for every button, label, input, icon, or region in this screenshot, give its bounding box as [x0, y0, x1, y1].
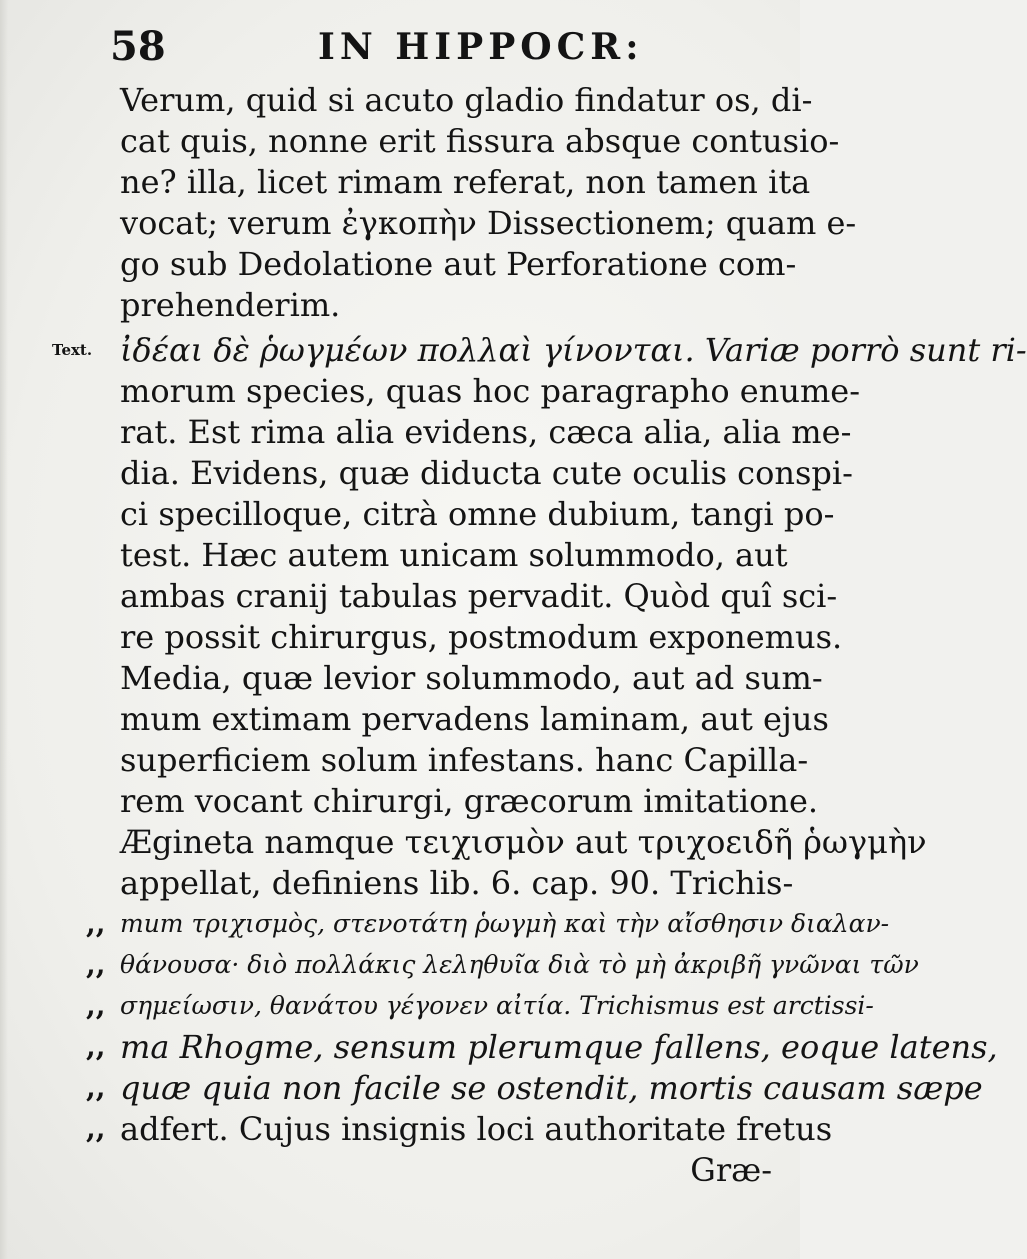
line-text: ci specilloque, citrà omne dubium, tangi po- — [120, 495, 835, 533]
text-line — [0, 453, 853, 493]
page-number: 58 — [110, 23, 166, 70]
running-head — [0, 22, 800, 72]
quote-mark: ,, — [86, 1071, 106, 1104]
catchword: Græ- — [690, 1151, 772, 1189]
text-line — [0, 244, 800, 284]
text-line — [0, 330, 1027, 370]
text-line — [0, 121, 840, 161]
text-line — [0, 412, 852, 452]
line-text: Ægineta namque τειχισμὸν aut τριχοειδῆ ῥωγμὴν — [120, 823, 927, 861]
line-text: quæ quia non facile se ostendit, mortis causam sæpe — [120, 1069, 983, 1107]
text-line — [0, 535, 800, 575]
line-text: θάνουσα· διὸ πολλάκις λεληθυῖα διὰ τὸ μὴ ἀκριβῆ γνῶναι τῶν — [120, 950, 919, 979]
text-line — [0, 494, 835, 534]
line-text: mum extimam pervadens laminam, aut ejus — [120, 700, 829, 738]
text-line — [0, 203, 857, 243]
line-text: ἰδέαι δὲ ῥωγμέων πολλαὶ γίνονται. Variæ porrò sunt ri- — [120, 331, 1027, 369]
line-text: test. Hæc autem unicam solummodo, aut — [120, 536, 788, 574]
quote-mark: ,, — [86, 948, 106, 981]
line-text: go sub Dedolatione aut Perforatione com- — [120, 245, 797, 283]
line-text: ne? illa, licet rimam referat, non tamen ita — [120, 163, 811, 201]
line-text: vocat; verum ἐγκοπὴν Dissectionem; quam e- — [120, 204, 857, 242]
quote-mark: ,, — [86, 989, 106, 1022]
text-line — [0, 1027, 998, 1067]
text-line — [0, 1068, 983, 1108]
text-line — [0, 80, 813, 120]
text-line — [0, 699, 829, 739]
text-line — [0, 822, 927, 862]
line-text: prehenderim. — [120, 286, 341, 324]
line-text: re possit chirurgus, postmodum exponemus. — [120, 618, 843, 656]
text-line — [0, 863, 800, 903]
text-line — [0, 658, 823, 698]
line-text: morum species, quas hoc paragrapho enume- — [120, 372, 861, 410]
text-line — [0, 285, 800, 325]
text-line — [0, 576, 838, 616]
line-text: rem vocant chirurgi, græcorum imitatione. — [120, 782, 819, 820]
text-line — [0, 945, 919, 985]
text-line — [0, 371, 861, 411]
line-text: cat quis, nonne erit fissura absque contusio- — [120, 122, 840, 160]
line-text: Media, quæ levior solummodo, aut ad sum- — [120, 659, 823, 697]
line-text: adfert. Cujus insignis loci authoritate fretus — [120, 1110, 833, 1148]
line-text: mum τριχισμὸς, στενοτάτη ῥωγμὴ καὶ τὴν αἴσθησιν διαλαν- — [120, 909, 890, 938]
line-text: superficiem solum infestans. hanc Capilla- — [120, 741, 809, 779]
quote-mark: ,, — [86, 1112, 106, 1145]
line-text: dia. Evidens, quæ diducta cute oculis conspi- — [120, 454, 853, 492]
line-text: ambas cranij tabulas pervadit. Quòd quî sci- — [120, 577, 838, 615]
text-line — [0, 617, 843, 657]
margin-note-text: Text. — [52, 341, 93, 359]
running-head-title: IN HIPPOCR: — [318, 26, 644, 68]
catchword-line — [0, 1150, 800, 1190]
line-text: σημείωσιν, θανάτου γέγονεν αἰτία. Trichismus est arctissi- — [120, 991, 874, 1020]
text-line — [0, 986, 874, 1026]
line-text: appellat, definiens lib. 6. cap. 90. Trichis- — [120, 864, 794, 902]
text-line — [0, 162, 811, 202]
text-line — [0, 781, 819, 821]
quote-mark: ,, — [86, 1030, 106, 1063]
line-text: ma Rhogme, sensum plerumque fallens, eoque latens, — [120, 1028, 998, 1066]
line-text: Verum, quid si acuto gladio findatur os, di- — [120, 81, 813, 119]
text-line — [0, 904, 890, 944]
line-text: rat. Est rima alia evidens, cæca alia, alia me- — [120, 413, 852, 451]
quote-mark: ,, — [86, 907, 106, 940]
text-line — [0, 740, 809, 780]
text-line — [0, 1109, 833, 1149]
